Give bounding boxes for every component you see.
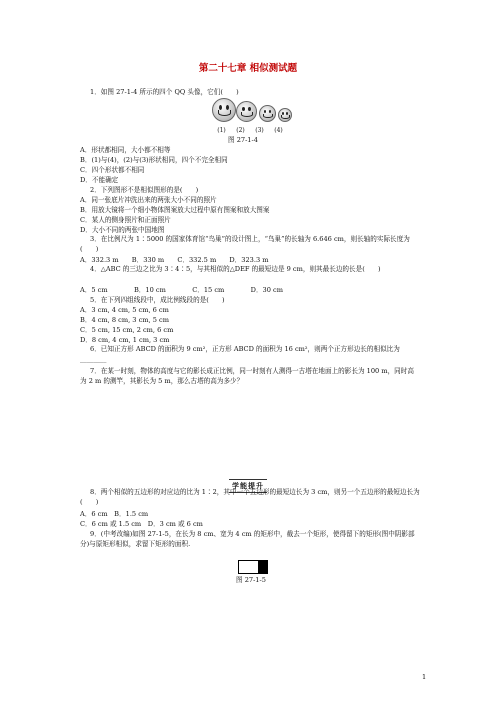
face-label: (3)	[255, 127, 264, 134]
figure-caption: 图 27-1-4	[228, 136, 258, 144]
figure-caption: 图 27-1-5	[236, 576, 266, 584]
face-label: (2)	[236, 127, 245, 134]
option: D．不能确定	[80, 176, 119, 184]
option-row: A．332.3 m B．330 m C．332.5 m D．323.3 m	[80, 256, 269, 264]
face-label: (1)	[217, 127, 226, 134]
face-labels	[212, 127, 288, 134]
smiley-face-icon	[278, 108, 292, 122]
smiley-face-icon	[236, 101, 257, 122]
question-3-stem: 3．在比例尺为 1∶5000 的国家体育馆“鸟巢”的设计图上，“鸟巢”的长轴为 6.646 cm，则长轴的实际长度为( )	[80, 235, 410, 253]
option: C．某人的侧身照片和正面照片	[80, 216, 171, 224]
section-title: 学能提升	[229, 479, 267, 493]
option: A．同一张底片冲洗出来的两张大小不同的照片	[80, 196, 217, 204]
option: D．8 cm, 4 cm, 1 cm, 3 cm	[80, 336, 170, 344]
option-row: A．5 cm B．10 cm C．15 cm D．30 cm	[80, 286, 283, 294]
smiley-face-icon	[212, 98, 236, 122]
face-label: (4)	[274, 127, 283, 134]
option: C．5 cm, 15 cm, 2 cm, 6 cm	[80, 326, 174, 334]
option-row: A．6 cm B．1.5 cm	[80, 510, 149, 518]
question-8-stem: 8．两个相似的五边形的对应边的比为 1∶2，其中一个五边形的最短边长为 3 cm，则另一个五边形的最短边长为( )	[80, 488, 420, 506]
question-4-stem: 4．△ABC 的三边之比为 3∶4∶5，与其相似的△DEF 的最短边是 9 cm，则其最长边的长是( )	[90, 265, 381, 273]
smiley-face-icon	[259, 105, 276, 122]
option: A．形状都相同，大小都不相等	[80, 146, 171, 154]
question-1-stem: 1．如图 27-1-4 所示的四个 QQ 头像，它们( )	[90, 88, 239, 96]
option: B．用放大镜将一个细小物体图案放大过程中原有图案和放大图案	[80, 206, 270, 214]
question-9-stem: 9．(中考改编)如图 27-1-5，在长为 8 cm、宽为 4 cm 的矩形中，截去一个矩形，使得留下的矩形(图中阴影部分)与原矩形相似，求留下矩形的面积.	[80, 530, 415, 548]
page-title: 第二十七章 相似测试题	[198, 63, 298, 74]
page-number: 1	[422, 673, 427, 681]
option: B．(1)与(4)，(2)与(3)形状相同，四个不完全相同	[80, 156, 228, 164]
shaded-rectangle	[258, 561, 267, 573]
option: B．4 cm, 8 cm, 3 cm, 5 cm	[80, 316, 169, 324]
option: D．大小不同的两张中国地图	[80, 226, 165, 234]
question-2-stem: 2．下列图形不是相似图形的是( )	[90, 186, 199, 194]
option-row: C．6 cm 或 1.5 cm D．3 cm 或 6 cm	[80, 520, 203, 528]
question-7-stem: 7．在某一时刻，物体的高度与它的影长成正比例，同一时刻有人测得一古塔在地面上的影长为 100 m，同时高为 2 m 的测竿，其影长为 5 m，那么古塔的高为多少？	[80, 367, 414, 385]
rectangle-figure	[238, 560, 268, 574]
question-6-stem: 6．已知正方形 ABCD 的面积为 9 cm²，正方形 ABCD 的面积为 16 cm²，则两个正方形边长的相似比为________	[80, 345, 400, 363]
option: C．四个形状都不相同	[80, 166, 145, 174]
question-5-stem: 5．在下列四组线段中，成比例线段的是( )	[90, 296, 225, 304]
option: A．3 cm, 4 cm, 5 cm, 6 cm	[80, 306, 169, 314]
qq-faces-figure	[212, 98, 312, 128]
